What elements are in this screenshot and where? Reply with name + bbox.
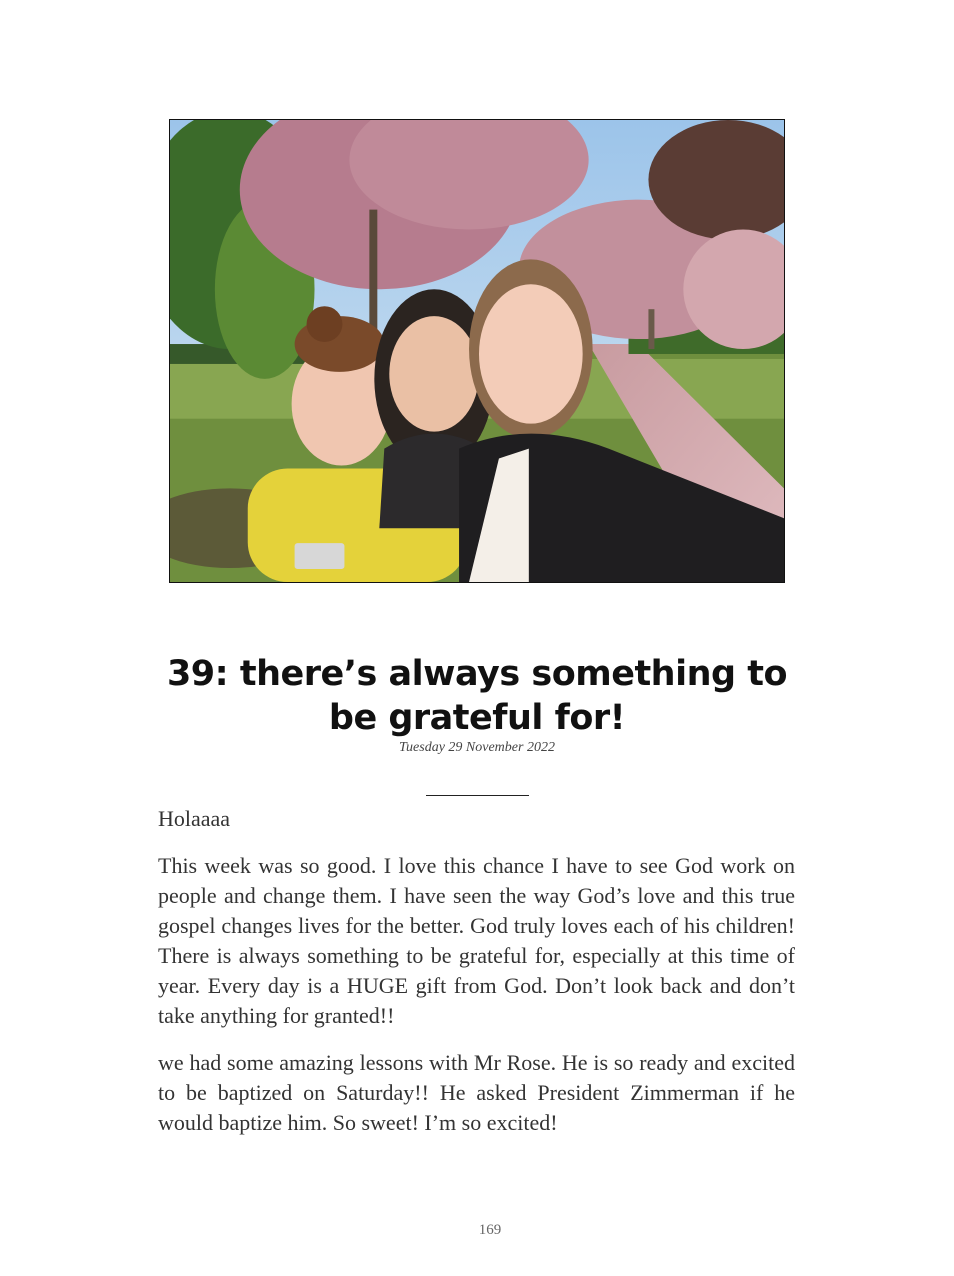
entry-date: Tuesday 29 November 2022 xyxy=(399,740,555,755)
paragraph-greeting: Holaaaa xyxy=(158,806,231,831)
page-number: 169 xyxy=(478,1222,502,1238)
entry-title: 39: there’s always something to be grateful for! xyxy=(166,654,788,738)
paragraph-week: This week was so good. I love this chance I have to see God work on people and change them. I have seen the way God’s love and this true gospel changes lives for the better. God truly loves each of his children! There is always something to be grateful for, especially at this time of year. Every day is a HUGE gift from God. Don’t look back and don’t take anything for granted!! xyxy=(158,853,795,1028)
photo-illustration xyxy=(170,120,784,582)
entry-body xyxy=(158,804,795,1155)
selfie-photo xyxy=(169,119,785,583)
paragraph-lessons: we had some amazing lessons with Mr Rose. He is so ready and excited to be baptized on Saturday!! He asked President Zimmerman if he would baptize him. So sweet! I’m so excited! xyxy=(158,1050,795,1135)
divider-rule xyxy=(426,795,529,796)
